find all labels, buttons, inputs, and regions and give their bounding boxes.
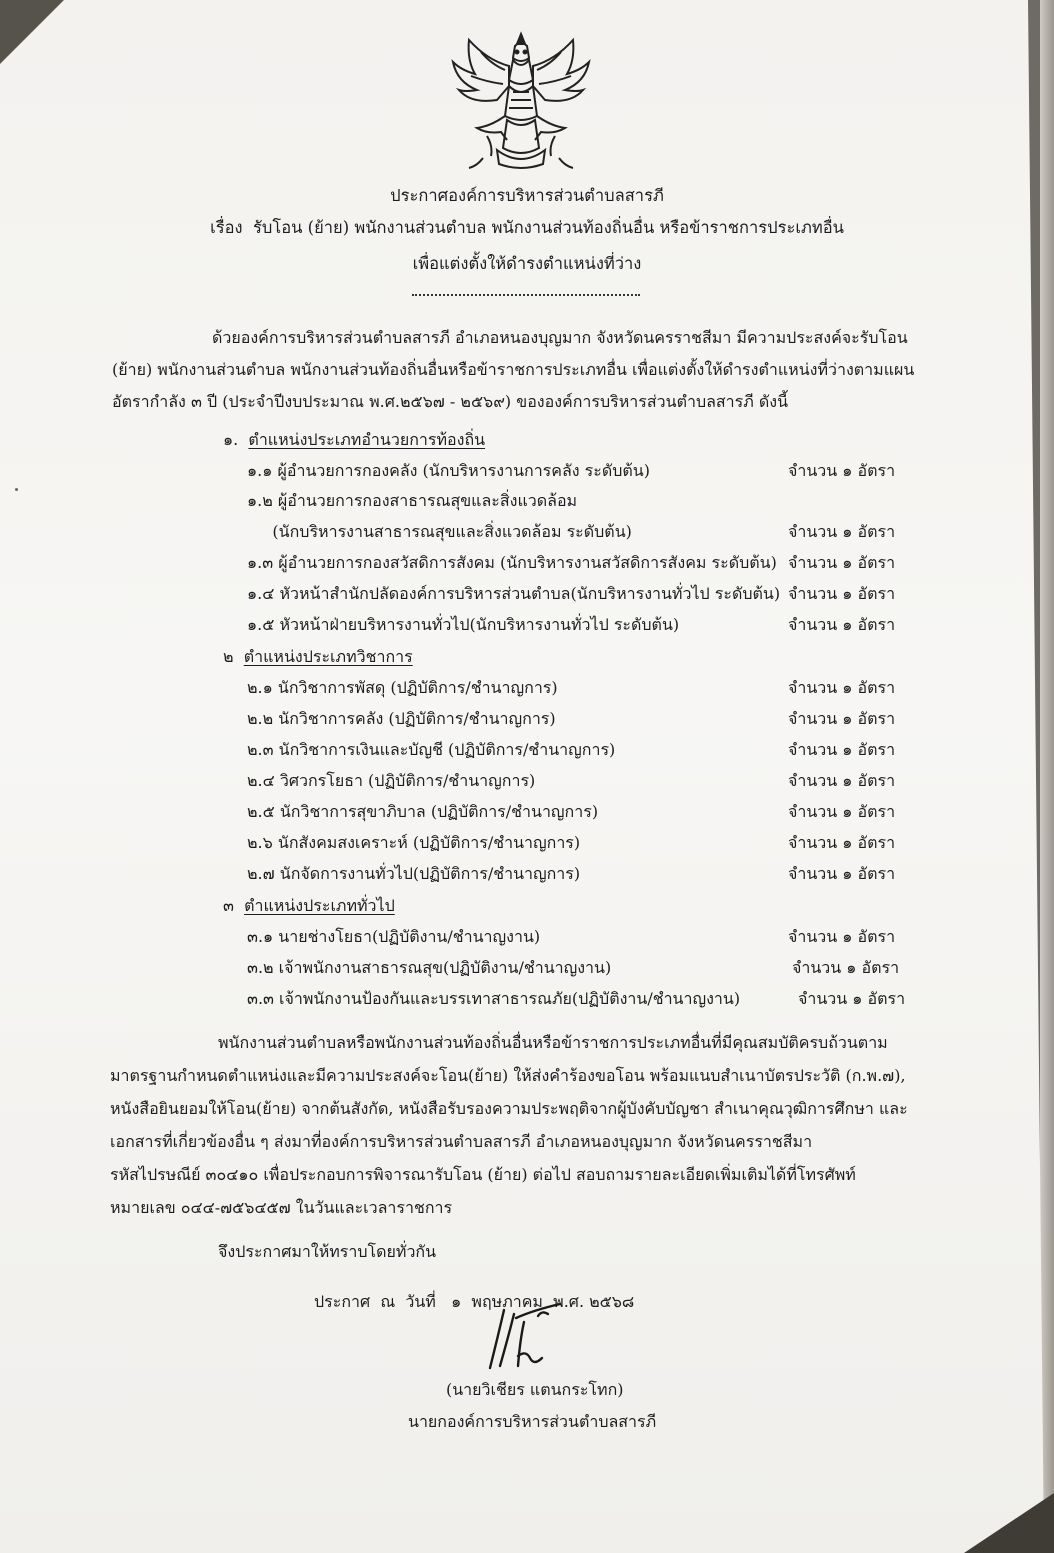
paper-edge xyxy=(1040,0,1054,1553)
position-item: ๒.๕ นักวิชาการสุขาภิบาล (ปฏิบัติการ/ชำนาญการ) xyxy=(247,802,599,821)
section-number: ๓ xyxy=(223,896,234,915)
section-heading xyxy=(223,428,485,452)
body-line: หนังสือยินยอมให้โอน(ย้าย) จากต้นสังกัด, หนังสือรับรองความประพฤติจากผู้บังคับบัญชา สำเนาคุณวุฒิการศึกษา และ xyxy=(110,1099,908,1118)
position-rate: จำนวน ๑ อัตรา xyxy=(788,522,896,541)
body-line: เอกสารที่เกี่ยวข้องอื่น ๆ ส่งมาที่องค์การบริหารส่วนตำบลสารภี อำเภอหนองบุญมาก จังหวัดนครราชสีมา xyxy=(110,1132,813,1151)
body-line: มาตรฐานกำหนดตำแหน่งและมีความประสงค์จะโอน(ย้าย) ให้ส่งคำร้องขอโอน พร้อมแนบสำเนาบัตรประวัติ (ก.พ.๗), xyxy=(110,1066,906,1085)
announcement-date: ประกาศ ณ วันที่ ๑ พฤษภาคม พ.ศ. ๒๕๖๘ xyxy=(314,1292,635,1311)
position-rate: จำนวน ๑ อัตรา xyxy=(788,678,896,697)
title-divider xyxy=(412,294,640,296)
position-item: ๒.๓ นักวิชาการเงินและบัญชี (ปฏิบัติการ/ชำนาญการ) xyxy=(247,740,616,759)
section-number: ๑. xyxy=(223,430,239,449)
section-heading xyxy=(223,894,395,918)
position-item: ๑.๑ ผู้อำนวยการกองคลัง (นักบริหารงานการคลัง ระดับต้น) xyxy=(247,461,650,480)
announcement-title: ประกาศองค์การบริหารส่วนตำบลสารภี xyxy=(390,186,664,205)
intro-line: อัตรากำลัง ๓ ปี (ประจำปีงบประมาณ พ.ศ.๒๕๖๗ - ๒๕๖๙) ของอ​งค์การบริหารส่วนตำบลสารภี ดังนี้ xyxy=(112,392,789,411)
position-item: ๒.๖ นักสังคมสงเคราะห์ (ปฏิบัติการ/ชำนาญการ) xyxy=(247,833,581,852)
position-item: ๒.๗ นักจัดการงานทั่วไป(ปฏิบัติการ/ชำนาญการ) xyxy=(247,864,581,883)
position-rate: จำนวน ๑ อัตรา xyxy=(798,989,906,1008)
signer-name: (นายวิเชียร แตนกระโทก) xyxy=(446,1380,624,1399)
body-line: หมายเลข ๐๔๔-๗๕๖๔๕๗ ในวันและเวลาราชการ xyxy=(110,1198,453,1217)
position-rate: จำนวน ๑ อัตรา xyxy=(788,771,896,790)
position-rate: จำนวน ๑ อัตรา xyxy=(792,958,900,977)
position-item: ๑.๒ ผู้อำนวยการกองสาธารณสุขและสิ่งแวดล้อม xyxy=(247,491,578,510)
position-item: ๒.๔ วิศวกรโยธา (ปฏิบัติการ/ชำนาญการ) xyxy=(247,771,536,790)
position-rate: จำนวน ๑ อัตรา xyxy=(788,802,896,821)
section-heading xyxy=(223,645,413,669)
intro-line: (ย้าย) พนักงานส่วนตำบล พนักงานส่วนท้องถิ่นอื่นหรือข้าราชการประเภทอื่น เพื่อแต่งตั้งให้ดำรงตำแหน่งที่ว่างตามแผน xyxy=(112,360,915,379)
position-item: ๓.๓ เจ้าพนักงานป้องกันและบรรเทาสาธารณภัย(ปฏิบัติงาน/ชำนาญงาน) xyxy=(247,989,741,1008)
punch-mark xyxy=(15,488,18,491)
section-title: ตำแหน่งประเภทวิชาการ xyxy=(243,647,413,666)
intro-line: ด้วยองค์การบริหารส่วนตำบลสารภี อำเภอหนองบุญมาก จังหวัดนครราชสีมา มีความประสงค์จะรับโอน xyxy=(212,328,908,347)
subject-text: รับโอน (ย้าย) พนักงานส่วนตำบล พนักงานส่วนท้องถิ่นอื่น หรือข้าราชการประเภทอื่น xyxy=(253,218,844,237)
position-rate: จำนวน ๑ อัตรา xyxy=(788,833,896,852)
position-rate: จำนวน ๑ อัตรา xyxy=(788,553,896,572)
body-line: พนักงานส่วนตำบลหรือพนักงานส่วนท้องถิ่นอื่นหรือข้าราชการประเภทอื่นที่มีคุณสมบัติครบถ้วนตาม xyxy=(218,1033,888,1052)
section-title: ตำแหน่งประเภทอำนวยการท้องถิ่น xyxy=(248,430,486,449)
position-rate: จำนวน ๑ อัตรา xyxy=(788,740,896,759)
closing-line: จึงประกาศมาให้ทราบโดยทั่วกัน xyxy=(218,1242,437,1261)
signature-mark xyxy=(478,1296,568,1384)
position-rate: จำนวน ๑ อัตรา xyxy=(788,461,896,480)
garuda-emblem-icon xyxy=(447,30,595,172)
section-title: ตำแหน่งประเภททั่วไป xyxy=(244,896,395,915)
signer-position: นายกองค์การบริหารส่วนตำบลสารภี xyxy=(408,1412,657,1431)
position-rate: จำนวน ๑ อัตรา xyxy=(788,709,896,728)
position-rate: จำนวน ๑ อัตรา xyxy=(788,927,896,946)
position-rate: จำนวน ๑ อัตรา xyxy=(788,615,896,634)
subject-line-2: เพื่อแต่งตั้งให้ดำรงตำแหน่งที่ว่าง xyxy=(412,254,642,273)
position-item: ๑.๔ หัวหน้าสำนักปลัดองค์การบริหารส่วนตำบล(นักบริหารงานทั่วไป ระดับต้น) xyxy=(247,584,781,603)
position-rate: จำนวน ๑ อัตรา xyxy=(788,864,896,883)
subject-label: เรื่อง xyxy=(210,218,243,237)
position-rate: จำนวน ๑ อัตรา xyxy=(788,584,896,603)
subject-line xyxy=(100,216,954,240)
position-item: ๑.๕ หัวหน้าฝ่ายบริหารงานทั่วไป(นักบริหารงานทั่วไป ระดับต้น) xyxy=(247,615,680,634)
position-item: ๒.๑ นักวิชาการพัสดุ (ปฏิบัติการ/ชำนาญการ) xyxy=(247,678,558,697)
section-number: ๒ xyxy=(223,647,234,666)
position-item: ๓.๒ เจ้าพนักงานสาธารณสุข(ปฏิบัติงาน/ชำนาญงาน) xyxy=(247,958,612,977)
body-line: รหัสไปรษณีย์ ๓๐๔๑๐ เพื่อประกอบการพิจารณารับโอน (ย้าย) ต่อไป สอบถามรายละเอียดเพิ่มเติมได้ที่โทรศัพท์ xyxy=(110,1165,856,1184)
background-corner-bottom xyxy=(964,1493,1054,1553)
position-item: (นักบริหารงานสาธารณสุขและสิ่งแวดล้อม ระดับต้น) xyxy=(247,522,632,541)
position-item: ๓.๑ นายช่างโยธา(ปฏิบัติงาน/ชำนาญงาน) xyxy=(247,927,541,946)
position-item: ๑.๓ ผู้อำนวยการกองสวัสดิการสังคม (นักบริหารงานสวัสดิการสังคม ระดับต้น) xyxy=(247,553,777,572)
position-item: ๒.๒ นักวิชาการคลัง (ปฏิบัติการ/ชำนาญการ) xyxy=(247,709,556,728)
